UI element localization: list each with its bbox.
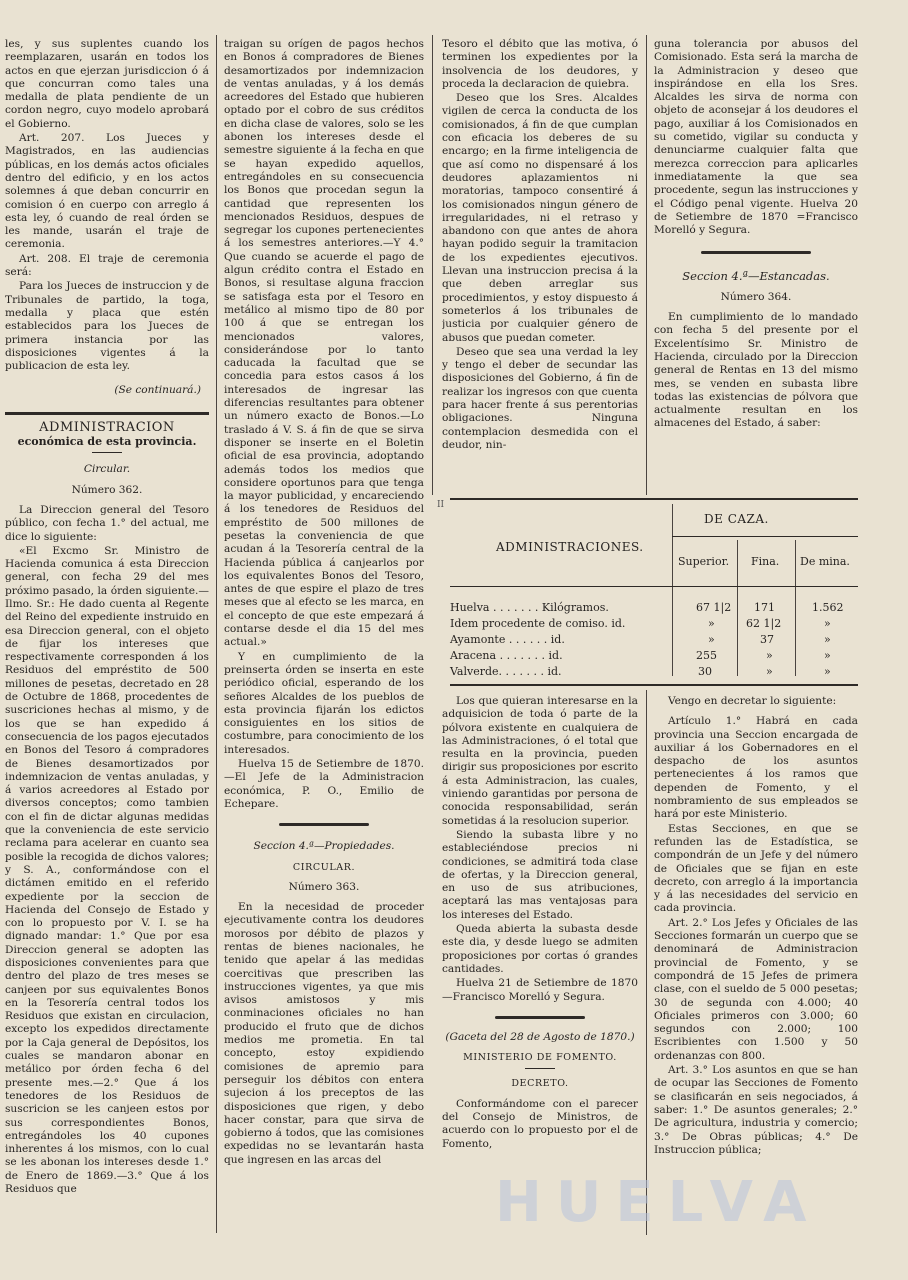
- column-1: [5, 38, 209, 1230]
- paragraph: Y en cumplimiento de la preinserta órden se inserta en este periódico oficial, esperando de los señores Alcaldes de los pueblos de esta provincia fijarán los edictos consiguientes en los sitios de costumbre, para conocimiento de los interesados.: [224, 650, 424, 756]
- continuation-note: (Se continuará.): [114, 384, 201, 397]
- paragraph: Art. 208. El traje de ceremonia será:: [5, 252, 209, 279]
- section-label: Seccion 4.ª—Estancadas.: [682, 269, 830, 284]
- section-subtitle: económica de esta provincia.: [17, 435, 197, 449]
- paragraph: les, y sus suplentes cuando los reemplazaren, usarán en todos los actos en que ejerzan jurisdiccion ó á que concurran como tales una medalla de plata pendiente de un cordon negro, cuyo modelo aprobará el Gobierno.: [5, 38, 209, 130]
- table-cell: »: [824, 633, 831, 646]
- paragraph: Artículo 1.° Habrá en cada provincia una Seccion encargada de auxiliar á los Gobernadores en el despacho de los asuntos pertenecientes á los ramos que dependen de Fomento, y el nombramiento de sus empleados se hará por este Ministerio.: [654, 715, 858, 821]
- small-divider: [279, 823, 369, 826]
- column-4: [654, 38, 858, 488]
- table-cell: »: [766, 649, 773, 662]
- paragraph: Conformándome con el parecer del Consejo de Ministros, de acuerdo con lo propuesto por el de Fomento,: [442, 1097, 638, 1150]
- table-bottom-rule: [450, 684, 858, 686]
- table-cell: 67 1|2: [696, 601, 732, 614]
- table-cell: »: [708, 617, 715, 630]
- signature: Huelva 15 de Setiembre de 1870. —El Jefe de la Administracion económica, P. O., Emilio de Echepare.: [224, 758, 424, 810]
- table-cell: 62 1|2: [746, 617, 782, 630]
- table-cell: »: [824, 617, 831, 630]
- paragraph: guna tolerancia por abusos del Comisionado. Esta será la marcha de la Administracion y deseo que inspirándose en ella los Sres. Alcaldes les sirva de norma con objeto de aconsejar á los deudores el pago, auxiliar á los Comisionados en su cometido, vigilar su conducta y denunciarme cualquier falta que merezca correccion para aplicarles inmediatamente la que sea procedente, segun las instrucciones y el Código penal vigente. Huelva 20 de Setiembre de 1870 =Francisco Morelló y Segura.: [654, 38, 858, 237]
- column-6: [654, 695, 858, 1235]
- huelva-watermark: HUELVA: [495, 1170, 821, 1235]
- table-cell: »: [766, 665, 773, 678]
- number-label: Número 363.: [288, 880, 360, 893]
- table-row-name: Huelva . . . . . . . Kilógramos.: [450, 601, 609, 614]
- table-header-superior: Superior.: [678, 555, 730, 568]
- table-header-mina: De mina.: [800, 555, 850, 568]
- column-3: [442, 38, 638, 488]
- paragraph: Art. 3.° Los asuntos en que se han de ocupar las Secciones de Fomento se clasificarán en seis negociados, á saber: 1.° De asuntos generales; 2.° De agricultura, industria y comercio; 3.° De Obras públicas; 4.° De Instruccion pública;: [654, 1064, 858, 1156]
- column-2: [224, 38, 424, 1230]
- circular-label: Circular.: [83, 463, 131, 476]
- paragraph: Siendo la subasta libre y no estableciéndose precios ni condiciones, se admitirá toda clase de ofertas, y la Direccion general, en uso de sus atribuciones, aceptará las mas ventajosas para los intereses del Estado.: [442, 828, 638, 921]
- paragraph: En cumplimiento de lo mandado con fecha 5 del presente por el Excelentísimo Sr. Ministro de Hacienda, circulado por la Direccion general de Rentas en 13 del mismo mes, se venden en subasta libre todas las existencias de pólvora que actualmente resultan en los almacenes del Estado, á saber:: [654, 311, 858, 430]
- section-label: Seccion 4.ª—Propiedades.: [253, 840, 395, 853]
- small-divider: [495, 1016, 585, 1019]
- section-title: ADMINISTRACION: [39, 419, 175, 435]
- paragraph: «El Excmo Sr. Ministro de Hacienda comunica á esta Direccion general, con fecha 29 del mes próximo pasado, la órden siguiente.—Ilmo. Sr.: He dado cuenta al Regente del Reino del expediente instruido en esa Direccion general, con el objeto de fijar los intereses que respectivamente corresponden á los Residuos del empréstito de 500 millones de pesetas, decretado en 28 de Octubre de 1868, procedentes de suscriciones hechas al mismo, y de los que se han expedido á consecuencia de los pagos ejecutados en Bonos del Tesoro á compradores de Bienes desamortizados por indemnizacion de ventas anuladas, y á varios acreedores al Estado por diversos conceptos; como tambien con el fin de dictar algunas medidas que la conveniencia de este servicio reclama para acelerar en cuanto sea posible la recogida de dichos valores; y S. A., conformándose con el dictámen emitido en el referido expediente por la seccion de Hacienda del Consejo de Estado y con lo propuesto por V. I. se ha dignado mandar: 1.° Que por esa Direccion general se adopten las disposiciones convenientes para que dentro del plazo de tres meses se canjeen por sus equivalentes Bonos en la Tesorería central todos los Residuos que existan en circulacion, excepto los expedidos directamente por la Caja general de Depósitos, los cuales se mandaron abonar en metálico por órden fecha 6 del presente mes.—2.° Que á los tenedores de los Residuos de suscricion se les canjeen estos por sus correspondientes Bonos, entregándoles los 40 cupones inherentes á los mismos, con lo cual se les abonan los intereses desde 1.° de Enero de 1869.—3.° Que á los Residuos que: [5, 544, 209, 1196]
- paragraph: Vengo en decretar lo siguiente:: [668, 695, 837, 707]
- table-cell: 171: [754, 601, 775, 614]
- small-divider: [525, 1068, 555, 1069]
- small-divider: [701, 251, 811, 254]
- table-header-administraciones: ADMINISTRACIONES.: [496, 540, 644, 554]
- table-row-name: Ayamonte . . . . . . id.: [450, 633, 565, 646]
- column-5: [442, 695, 638, 1235]
- table-cell: 37: [760, 633, 774, 646]
- signature: Huelva 21 de Setiembre de 1870 —Francisco Morelló y Segura.: [442, 977, 638, 1003]
- table-cell: 30: [698, 665, 712, 678]
- table-header-fina: Fina.: [751, 555, 780, 568]
- paragraph: Tesoro el débito que las motiva, ó terminen los expedientes por la insolvencia de los deudores, y proceda la declaracion de quiebra.: [442, 38, 638, 90]
- paragraph: En la necesidad de proceder ejecutivamente contra los deudores morosos por débito de plazos y rentas de bienes nacionales, he tenido que apelar á las medidas coercitivas que prescriben las instrucciones vigentes, ya que mis avisos amistosos y mis conminaciones oficiales no han producido el fruto que de dichos medios me prometia. En tal concepto, estoy expidiendo comisiones de apremio para perseguir los débitos con entera sujecion á los preceptos de las disposiciones que rigen, y debo hacer constar, para que sirva de gobierno á todos, que las comisiones expedidas no se levantarán hasta que ingresen en las arcas del: [224, 901, 424, 1166]
- ministry-title: MINISTERIO DE FOMENTO.: [463, 1052, 617, 1064]
- decree-title: DECRETO.: [511, 1078, 569, 1090]
- column-rule: [216, 35, 217, 1233]
- powder-table: [450, 500, 858, 680]
- table-row-name: Idem procedente de comiso. id.: [450, 617, 626, 630]
- number-label: Número 362.: [71, 483, 143, 496]
- paragraph: Los que quieran interesarse en la adquisicion de toda ó parte de la pólvora existente en cualquiera de las Administraciones, ó el total que resulta en la provincia, pueden dirigir sus proposiciones por escrito á esta Administracion, las cuales, viniendo garantidas por persona de conocida responsabilidad, serán sometidas á la resolucion superior.: [442, 695, 638, 827]
- circular-label: CIRCULAR.: [292, 861, 356, 873]
- margin-marker: II: [437, 500, 445, 510]
- paragraph: La Direccion general del Tesoro público, con fecha 1.° del actual, me dice lo siguiente:: [5, 503, 209, 543]
- column-rule: [432, 35, 433, 495]
- table-header-group: DE CAZA.: [704, 512, 769, 526]
- column-rule: [646, 35, 647, 495]
- gazette-reference: (Gaceta del 28 de Agosto de 1870.): [445, 1030, 635, 1043]
- paragraph: Para los Jueces de instruccion y de Tribunales de partido, la toga, medalla y placa que estén establecidos para los Jueces de primera instancia por las disposiciones vigentes á la publicacion de esta ley.: [5, 280, 209, 373]
- paragraph: Queda abierta la subasta desde este dia, y desde luego se admiten proposiciones por cortas ó grandes cantidades.: [442, 923, 638, 975]
- table-cell: 1.562: [812, 601, 844, 614]
- table-cell: »: [824, 649, 831, 662]
- table-row-name: Aracena . . . . . . . id.: [450, 649, 563, 662]
- table-row-name: Valverde. . . . . . . id.: [450, 665, 562, 678]
- small-divider: [92, 452, 122, 453]
- table-cell: »: [708, 633, 715, 646]
- paragraph: Deseo que sea una verdad la ley y tengo el deber de secundar las disposiciones del Gobierno, á fin de realizar los ingresos con que cuenta para hacer frente á sus perentorias obligaciones. Ninguna contemplacion desmedida con el deudor, nin-: [442, 345, 638, 451]
- paragraph: Art. 207. Los Jueces y Magistrados, en las audiencias públicas, en los demás actos oficiales dentro del edificio, y en los actos solemnes á que deban concurrir en comision ó en cuerpo con arreglo á esta ley, ó cuando de real órden se les mande, usarán el traje de ceremonia.: [5, 132, 209, 251]
- paragraph: Deseo que los Sres. Alcaldes vigilen de cerca la conducta de los comisionados, á fin de que cumplan con eficacia los deberes de su encargo; en la firme inteligencia de que así como no dispensaré á los deudores aplazamientos ni moratorias, tampoco consentiré á los comisionados ningun género de irregularidades, ni el retraso y abandono con que antes de ahora hayan podido seguir la tramitacion de los expedientes ejecutivos. Llevan una instruccion precisa á la que deben arreglar sus procedimientos, y estoy dispuesto á someterlos á los tribunales de justicia por cualquier género de abusos que puedan cometer.: [442, 92, 638, 344]
- column-rule: [646, 690, 647, 1235]
- number-label: Número 364.: [720, 290, 792, 303]
- paragraph: Art. 2.° Los Jefes y Oficiales de las Secciones formarán un cuerpo que se denominará de Administracion provincial de Fomento, y se compondrá de 15 Jefes de primera clase, con el sueldo de 5 000 pesetas; 30 de segunda con 4.000; 40 Oficiales primeros con 3.000; 60 segundos con 2.000; 100 Escribientes con 1.500 y 50 ordenanzas con 800.: [654, 916, 858, 1062]
- table-cell: »: [824, 665, 831, 678]
- section-divider: [5, 412, 209, 415]
- paragraph: traigan su orígen de pagos hechos en Bonos á compradores de Bienes desamortizados por indemnizacion de ventas anuladas, y á los demás acreedores del Estado que hubieren optado por el cobro de sus créditos en dicha clase de valores, solo se les abonen los intereses desde el semestre siguiente á la fecha en que se hayan expedido aquellos, entregándoles en su consecuencia los Bonos que procedan segun la cantidad que representen los mencionados Residuos, despues de segregar los cupones pertenecientes á los semestres anteriores.—Y 4.° Que cuando se acuerde el pago de algun crédito contra el Estado en Bonos, si resultase alguna fraccion se satisfaga esta por el Tesoro en metálico al mismo tipo de 80 por 100 á que se entregan los mencionados valores, considerándose por lo tanto caducada la facultad que se concedia para estos casos á los interesados de ingresar las diferencias resultantes para obtener un número exacto de Bonos.—Lo traslado á V. S. á fin de que se sirva disponer se inserte en el Boletin oficial de esa provincia, adoptando además todos los medios que considere oportunos para que tenga la mayor publicidad, y encareciendo á los tenedores de Residuos del empréstito de 500 millones de pesetas la conveniencia de que acudan á la Tesorería central de la Hacienda pública á canjearlos por los equivalentes Bonos del Tesoro, antes de que espire el plazo de tres meses que al efecto se les marca, en el concepto de que este empezará á contarse desde el dia 15 del mes actual.»: [224, 38, 424, 649]
- paragraph: Estas Secciones, en que se refunden las de Estadística, se compondrán de un Jefe y del número de Oficiales que se fijan en este decreto, con arreglo á la importancia y á las necesidades del servicio en cada provincia.: [654, 822, 858, 915]
- table-cell: 255: [696, 649, 717, 662]
